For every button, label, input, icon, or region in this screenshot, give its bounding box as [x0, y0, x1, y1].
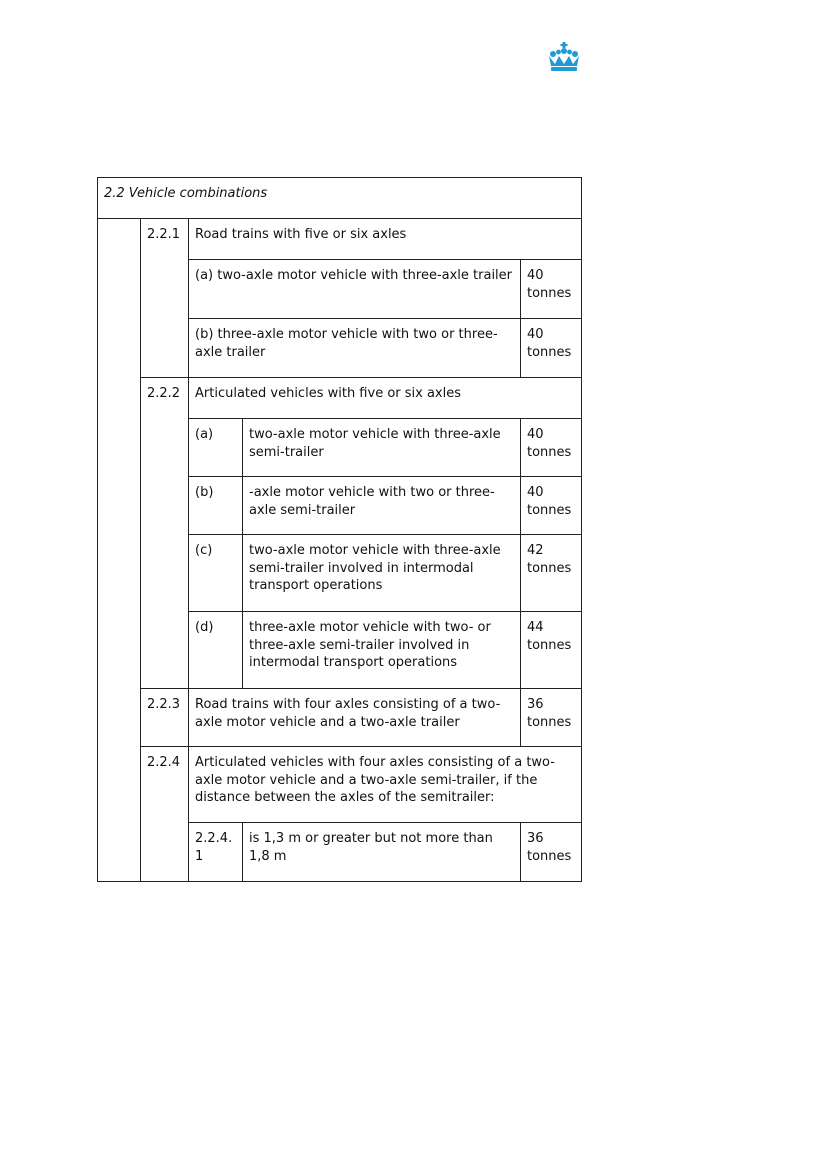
indent-cell [98, 219, 141, 882]
heading-2-2-1: Road trains with five or six axles [189, 219, 582, 260]
item-2-2-2-a-weight: 40 tonnes [521, 419, 582, 477]
item-2-2-1-b-text: (b) three-axle motor vehicle with two or three-axle trailer [189, 319, 521, 378]
item-2-2-2-d-weight: 44 tonnes [521, 612, 582, 689]
vehicle-combinations-table [97, 177, 582, 882]
item-2-2-2-c-weight: 42 tonnes [521, 535, 582, 612]
item-2-2-1-a-weight: 40 tonnes [521, 260, 582, 319]
section-title: 2.2 Vehicle combinations [98, 178, 582, 219]
crown-icon [547, 42, 581, 72]
item-2-2-2-b-label: (b) [189, 477, 243, 535]
section-number-2-2-2: 2.2.2 [141, 378, 189, 689]
heading-2-2-4: Articulated vehicles with four axles consisting of a two-axle motor vehicle and a two-axle semi-trailer, if the distance between the axles of the semitrailer: [189, 747, 582, 823]
section-number-2-2-1: 2.2.1 [141, 219, 189, 378]
item-2-2-2-b-weight: 40 tonnes [521, 477, 582, 535]
item-2-2-2-d-text: three-axle motor vehicle with two- or three-axle semi-trailer involved in intermodal transport operations [243, 612, 521, 689]
weight-2-2-3: 36 tonnes [521, 689, 582, 747]
item-2-2-2-a-label: (a) [189, 419, 243, 477]
item-2-2-2-d-label: (d) [189, 612, 243, 689]
item-2-2-2-c-label: (c) [189, 535, 243, 612]
item-2-2-4-1-label: 2.2.4.1 [189, 823, 243, 882]
item-2-2-1-b-weight: 40 tonnes [521, 319, 582, 378]
item-2-2-2-a-text: two-axle motor vehicle with three-axle semi-trailer [243, 419, 521, 477]
item-2-2-1-a-text: (a) two-axle motor vehicle with three-axle trailer [189, 260, 521, 319]
text-2-2-3: Road trains with four axles consisting of a two-axle motor vehicle and a two-axle trailer [189, 689, 521, 747]
item-2-2-2-b-text: -axle motor vehicle with two or three-axle semi-trailer [243, 477, 521, 535]
heading-2-2-2: Articulated vehicles with five or six axles [189, 378, 582, 419]
item-2-2-4-1-text: is 1,3 m or greater but not more than 1,8 m [243, 823, 521, 882]
section-number-2-2-4: 2.2.4 [141, 747, 189, 882]
section-number-2-2-3: 2.2.3 [141, 689, 189, 747]
item-2-2-2-c-text: two-axle motor vehicle with three-axle semi-trailer involved in intermodal transport operations [243, 535, 521, 612]
item-2-2-4-1-weight: 36 tonnes [521, 823, 582, 882]
